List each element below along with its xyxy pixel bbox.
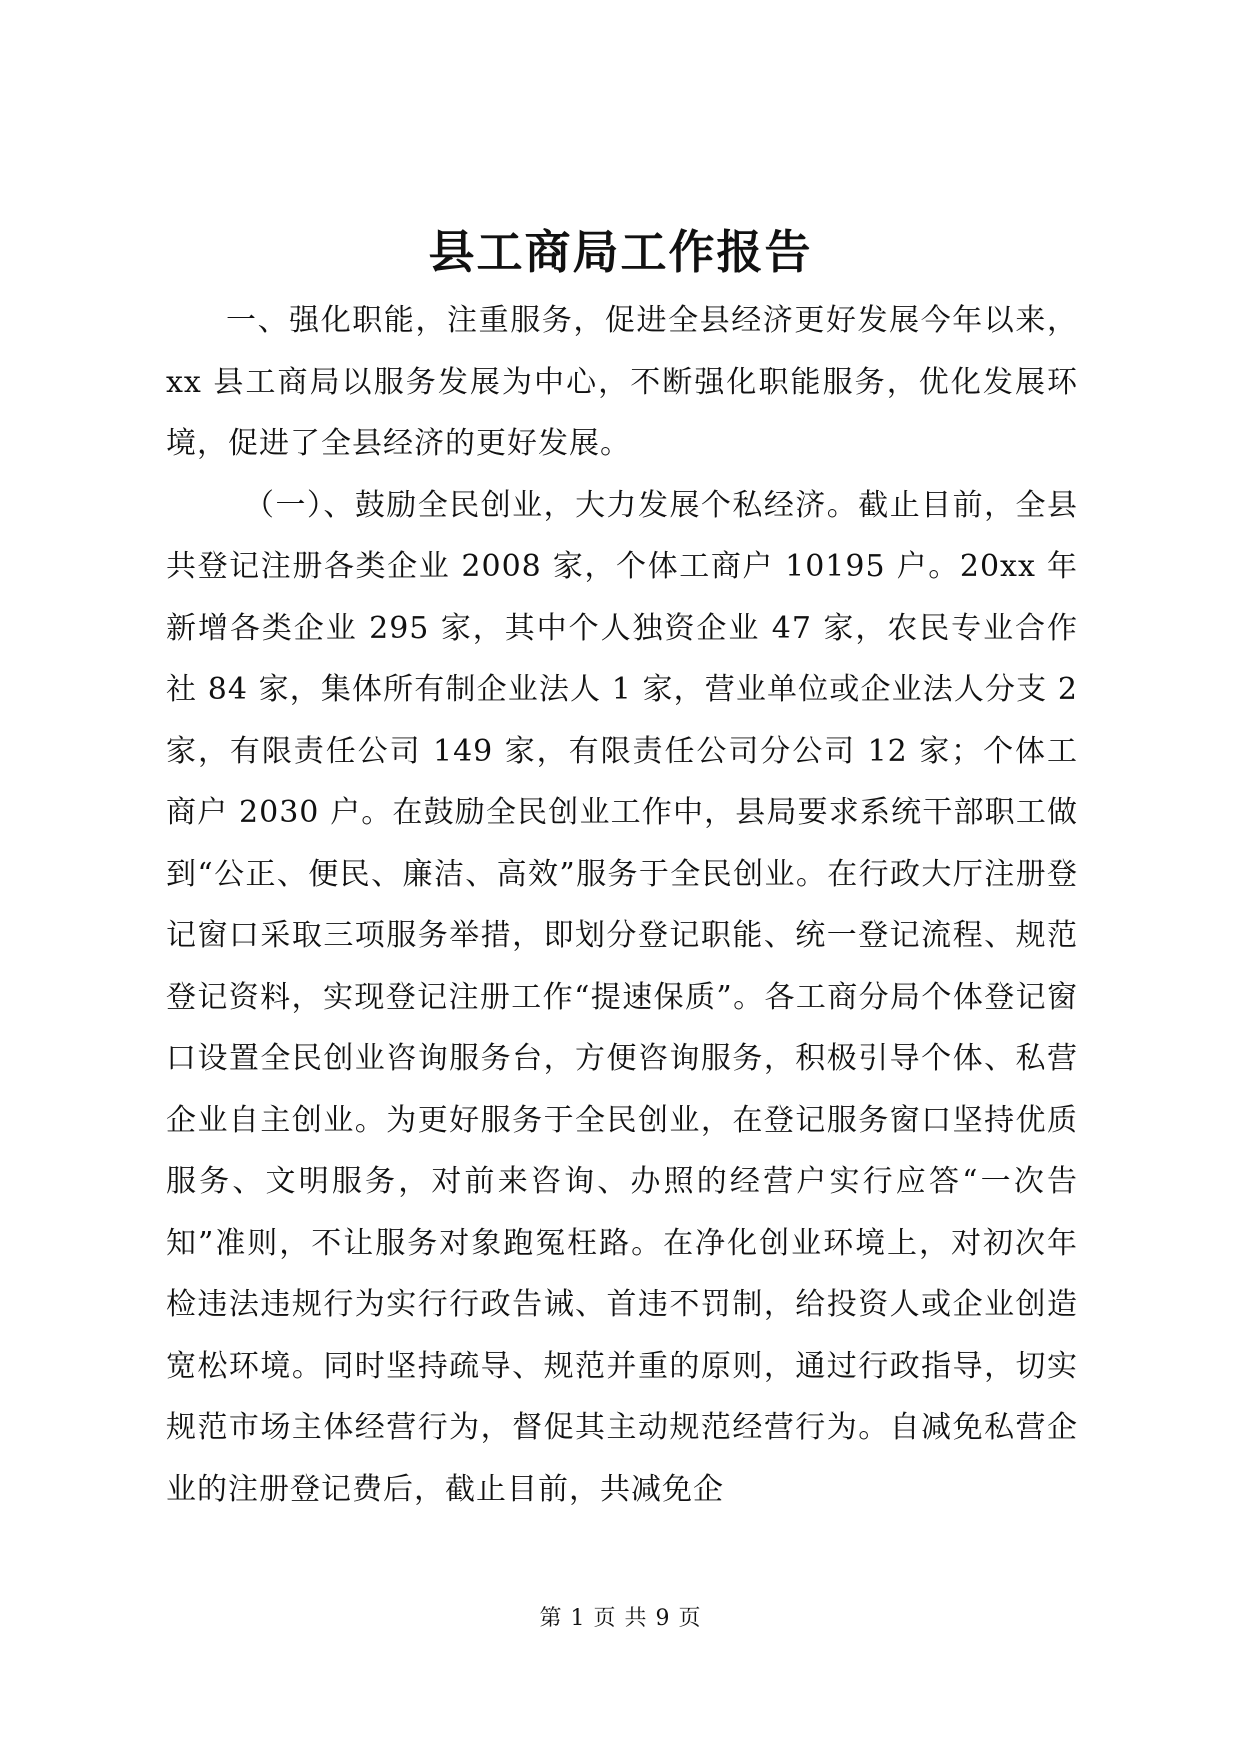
body-paragraph-1: 一、强化职能，注重服务，促进全县经济更好发展今年以来，xx 县工商局以服务发展为中心，不断强化职能服务，优化发展环境，促进了全县经济的更好发展。: [166, 303, 1078, 461]
page-number-footer: 第 1 页 共 9 页: [539, 1606, 702, 1631]
body-paragraph-2: （一）、鼓励全民创业，大力发展个私经济。截止目前，全县共登记注册各类企业 2008 家，个体工商户 10195 户。20xx 年新增各类企业 295 家，其中个人独资企业 47 家，农民专业合作社 84 家，集体所有制企业法人 1 家，营业单位或企业法人分支 2 家，有限责任公司 149 家，有限责任公司分公司 12 家；个体工商户 2030 户。在鼓励全民创业工作中，县局要求系统干部职工做到“公正、便民、廉洁、高效”服务于全民创业。在行政大厅注册登记窗口采取三项服务举措，即划分登记职能、统一登记流程、规范登记资料，实现登记注册工作“提速保质”。各工商分局个体登记窗口设置全民创业咨询服务台，方便咨询服务，积极引导个体、私营企业自主创业。为更好服务于全民创业，在登记服务窗口坚持优质服务、文明服务，对前来咨询、办照的经营户实行应答“一次告知”准则，不让服务对象跑冤枉路。在净化创业环境上，对初次年检违法违规行为实行行政告诫、首违不罚制，给投资人或企业创造宽松环境。同时坚持疏导、规范并重的原则，通过行政指导，切实规范市场主体经营行为，督促其主动规范经营行为。自减免私营企业的注册登记费后，截止目前，共减免企: [166, 487, 1078, 1507]
document-title: 县工商局工作报告: [428, 225, 813, 279]
document-body: [166, 290, 1078, 1520]
